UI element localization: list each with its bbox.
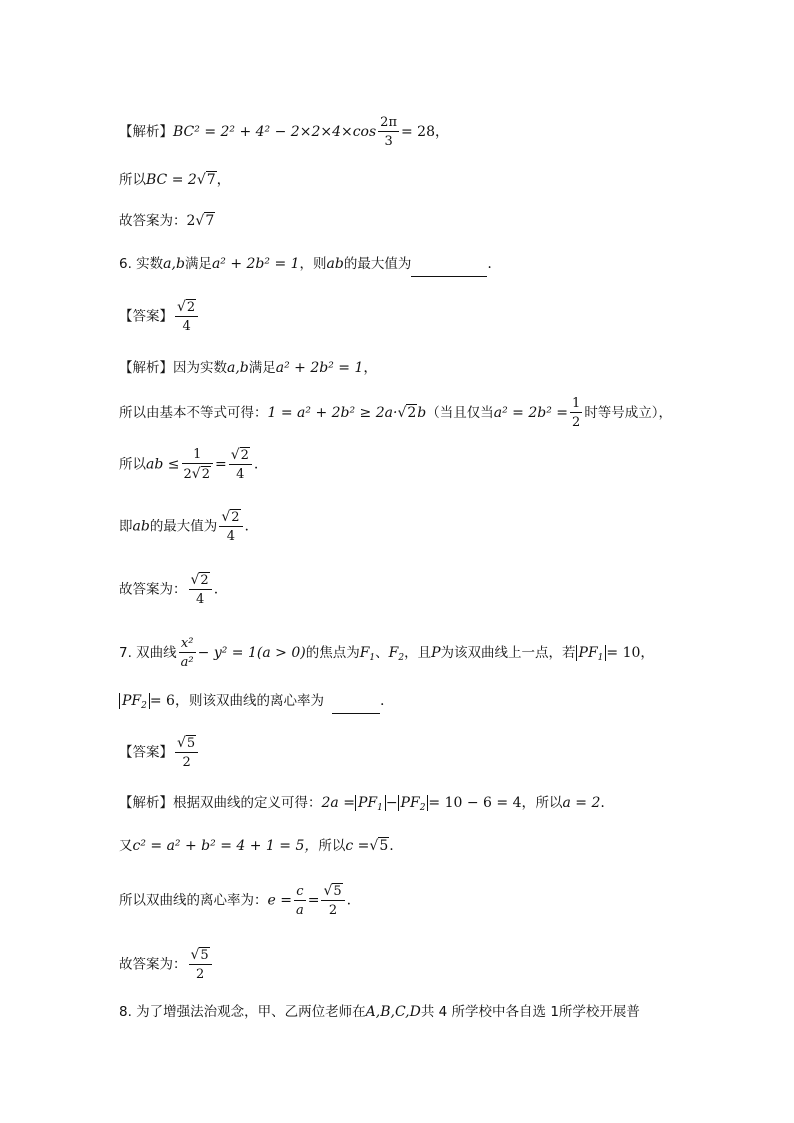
q6-solution-line-2: 所以由基本不等式可得：1 = a² + 2b² ≥ 2a·√2b（当且仅当a² = 2b² = $\frac{1}{2}$ 时等号成立）， [119,396,673,430]
q6-solution-line-3: 所以ab ≤ $\frac{1}{2√2}$ = $\frac{√2}{4}$ . [119,447,259,482]
q5-solution-line-1: 【解析】BC² = 2² + 4² − 2×2×4×cos $\frac{2\pi}{3}$ = 28， [119,115,449,149]
q7-solution-line-1: 【解析】根据双曲线的定义可得：$2a = PF_1 - PF_2 = 10 - 6 = 4$，所以a = 2. [119,795,605,813]
q5-final-answer: 故答案为：2√7 [119,213,215,229]
q5-eq: BC² = 2² + 4² − 2×2×4×cos [173,124,377,140]
answer-blank[interactable] [332,693,380,714]
q7-answer: 【答案】 $\frac{√5}{2}$ [119,736,200,769]
q5-solution-line-2: 所以BC = 2√7， [119,172,231,188]
q6-solution-line-4: 即ab的最大值为 $\frac{√2}{4}$ . [119,509,249,544]
fraction: $\frac{2\pi}{3}$ [380,115,397,149]
q6-solution-line-1: 【解析】因为实数a,b满足a² + 2b² = 1， [119,360,378,376]
analysis-label: 【解析】 [119,124,173,140]
answer-blank[interactable] [411,256,487,277]
q8-stem: 8. 为了增强法治观念，甲、乙两位老师在A,B,C,D共 4 所学校中各自选 1所学校开展普 [119,1004,640,1020]
q7-solution-line-3: 所以双曲线的离心率为：e = $\frac{c}{a}$ = $\frac{√5}{2}$ . [119,883,352,918]
q6-final-answer: 故答案为： $\frac{√2}{4}$ . [119,572,219,607]
q7-solution-line-2: 又c² = a² + b² = 4 + 1 = 5，所以c =√5. [119,838,394,854]
q7-stem-line-1: 7. 双曲线 $\frac{\text{x²}}{\text{a²}}$ − y² = 1(a > 0)的焦点为$F_1$、$F_2$，且P为该双曲线上一点，若 $PF_1 = 10$， [119,636,655,670]
q6-stem: 6. 实数a,b满足a² + 2b² = 1，则ab的最大值为 . [119,254,492,277]
q6-answer: 【答案】 $\frac{√2}{4}$ [119,300,200,333]
q7-final-answer: 故答案为： $\frac{√5}{2}$ [119,948,214,981]
sqrt: √7 [196,172,216,188]
q7-stem-line-2: $PF_2 = 6$，则该双曲线的离心率为 . [119,691,384,714]
